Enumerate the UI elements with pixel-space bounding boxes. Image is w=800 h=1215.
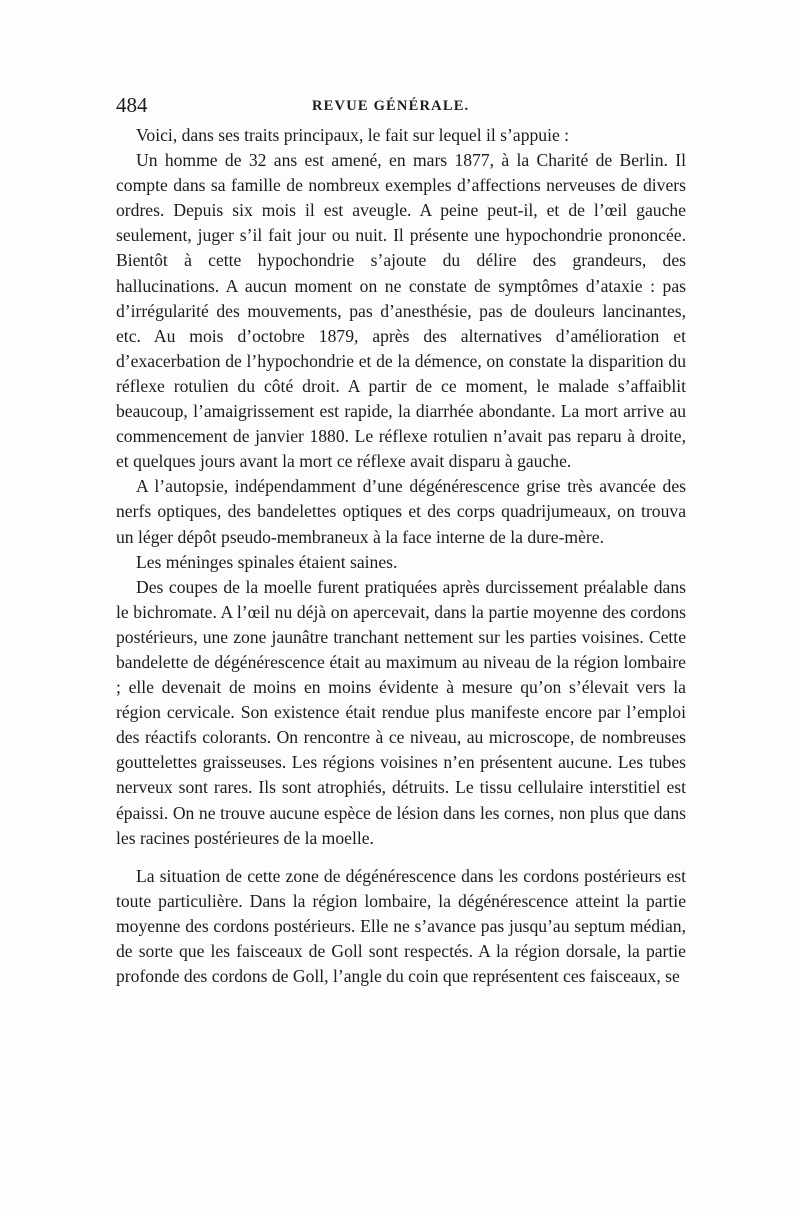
paragraph: La situation de cette zone de dégénérescence dans les cordons postérieurs est toute particulière. Dans la région lombaire, la dégénérescence atteint la partie moyenne des cordons postérieurs. Elle ne s’avance pas jusqu’au septum médian, de sorte que les faisceaux de Goll sont respectés. A la région dorsale, la partie profonde des cordons de Goll, l’angle du coin que représentent ces faisceaux, se xyxy=(116,865,686,987)
paragraph: A l’autopsie, indépendamment d’une dégénérescence grise très avancée des nerfs optiques, des bandelettes optiques et des corps quadrijumeaux, on trouva un léger dépôt pseudo-membraneux à la face interne de la dure-mère. xyxy=(116,476,686,547)
paragraph: Des coupes de la moelle furent pratiquées après durcissement préalable dans le bichromate. A l’œil nu déjà on apercevait, dans la partie moyenne des cordons postérieurs, une zone jaunâtre tranchant nettement sur les parties voisines. Cette bandelette de dégénérescence était au maximum au niveau de la région lombaire ; elle devenait de moins en moins évidente à mesure qu’on s’élevait vers la région cervicale. Son existence était rendue plus manifeste encore par l’emploi des réactifs colorants. On rencontre à ce niveau, au microscope, de nombreuses gouttelettes graisseuses. Les régions voisines n’en présentent aucune. Les tubes nerveux sont rares. Ils sont atrophiés, détruits. Le tissu cellulaire interstitiel est épaissi. On ne trouve aucune espèce de lésion dans les cornes, non plus que dans les racines postérieures de la moelle. xyxy=(116,576,686,848)
paragraph: Un homme de 32 ans est amené, en mars 1877, à la Charité de Berlin. Il compte dans sa famille de nombreux exemples d’affections nerveuses de divers ordres. Depuis six mois il est aveugle. A peine peut-il, et de l’œil gauche seulement, juger s’il fait jour ou nuit. Il présente une hypochondrie prononcée. Bientôt à cette hypochondrie s’ajoute du délire des grandeurs, des hallucinations. A aucun moment on ne constate de symptômes d’ataxie : pas d’irrégularité des mouvements, pas d’anesthésie, pas de douleurs lancinantes, etc. Au mois d’octobre 1879, après des alternatives d’amélioration et d’exacerbation de l’hypochondrie et de la démence, on constate la disparition du réflexe rotulien du côté droit. A partir de ce moment, le malade s’affaiblit beaucoup, l’amaigrissement est rapide, la diarrhée abondante. La mort arrive au commencement de janvier 1880. Le réflexe rotulien n’avait pas reparu à droite, et quelques jours avant la mort ce réflexe avait disparu à gauche. xyxy=(116,150,686,472)
page-number: 484 xyxy=(116,93,148,117)
running-title: REVUE GÉNÉRALE. xyxy=(312,98,470,114)
paragraph: Les méninges spinales étaient saines. xyxy=(136,551,398,572)
body-text xyxy=(116,123,686,989)
paragraph: Voici, dans ses traits principaux, le fait sur lequel il s’appuie : xyxy=(136,125,570,145)
page-header xyxy=(116,93,686,119)
